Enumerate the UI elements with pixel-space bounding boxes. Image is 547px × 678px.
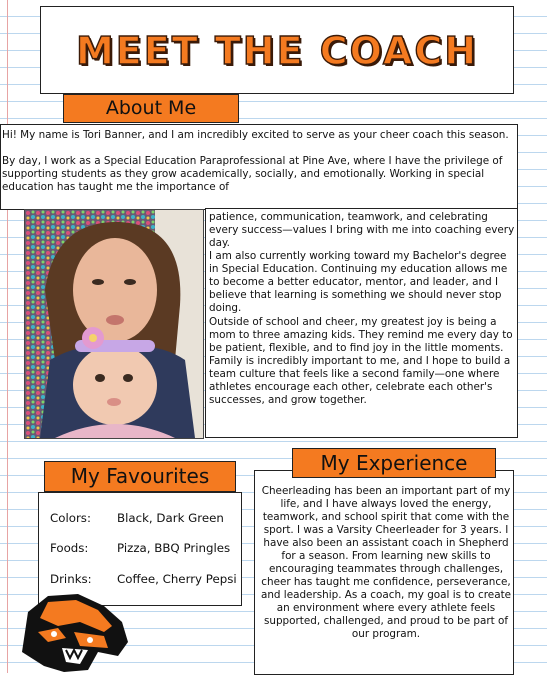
favourite-label: Foods: bbox=[50, 541, 89, 555]
my-experience-heading: My Experience bbox=[292, 448, 496, 478]
bio-values-paragraph: patience, communication, teamwork, and celebrating every success—values I bring with me into coaching every day. bbox=[209, 211, 515, 249]
my-favourites-heading: My Favourites bbox=[44, 461, 236, 492]
favourite-value: Coffee, Cherry Pepsi bbox=[117, 572, 237, 586]
panther-mascot-logo bbox=[18, 592, 130, 674]
favourite-value: Pizza, BBQ Pringles bbox=[117, 541, 231, 555]
favourite-value: Black, Dark Green bbox=[117, 511, 224, 525]
notebook-margin-line bbox=[7, 0, 8, 673]
bio-education-paragraph: I am also currently working toward my Bachelor's degree in Special Education. Continuing my education allows me to become a better educator, mentor, and leader, and I believe that learning is something we should never stop doing. bbox=[209, 250, 508, 314]
experience-paragraph: Cheerleading has been an important part of my life, and I have always loved the energy, teamwork, and school spirit that come with the sport. I was a Varsity Cheerleader for 3 years. I have also been an assistant coach in Shepherd for a season. From learning new skills to encouraging teammates through challenges, cheer has taught me confidence, perseverance, and leadership. As a coach, my goal is to create an environment where every athlete feels supported, challenged, and proud to be part of our program. bbox=[260, 485, 512, 640]
coach-photo-illustration bbox=[25, 210, 203, 438]
panther-mascot-icon bbox=[18, 592, 130, 674]
coach-photo bbox=[24, 209, 204, 439]
bio-family-paragraph: Outside of school and cheer, my greatest joy is being a mom to three amazing kids. They remind me every day to be patient, flexible, and to find joy in the little moments. Family is incredibly important to me, and I hope to build a team culture that feels like a second family—one where athletes encourage each other, celebrate each other's successes, and grow together. bbox=[209, 316, 513, 406]
about-work-paragraph: By day, I work as a Special Education Paraprofessional at Pine Ave, where I have the privilege of supporting students as they grow academically, socially, and emotionally. Working in special education has taught me the importance of bbox=[2, 155, 503, 193]
about-me-heading: About Me bbox=[63, 94, 239, 123]
favourite-label: Drinks: bbox=[50, 572, 92, 586]
about-intro-paragraph: Hi! My name is Tori Banner, and I am incredibly excited to serve as your cheer coach this season. bbox=[2, 129, 509, 141]
title-box bbox=[40, 6, 514, 94]
favourite-label: Colors: bbox=[50, 511, 91, 525]
page-title: MEET THE COACH bbox=[75, 29, 479, 73]
